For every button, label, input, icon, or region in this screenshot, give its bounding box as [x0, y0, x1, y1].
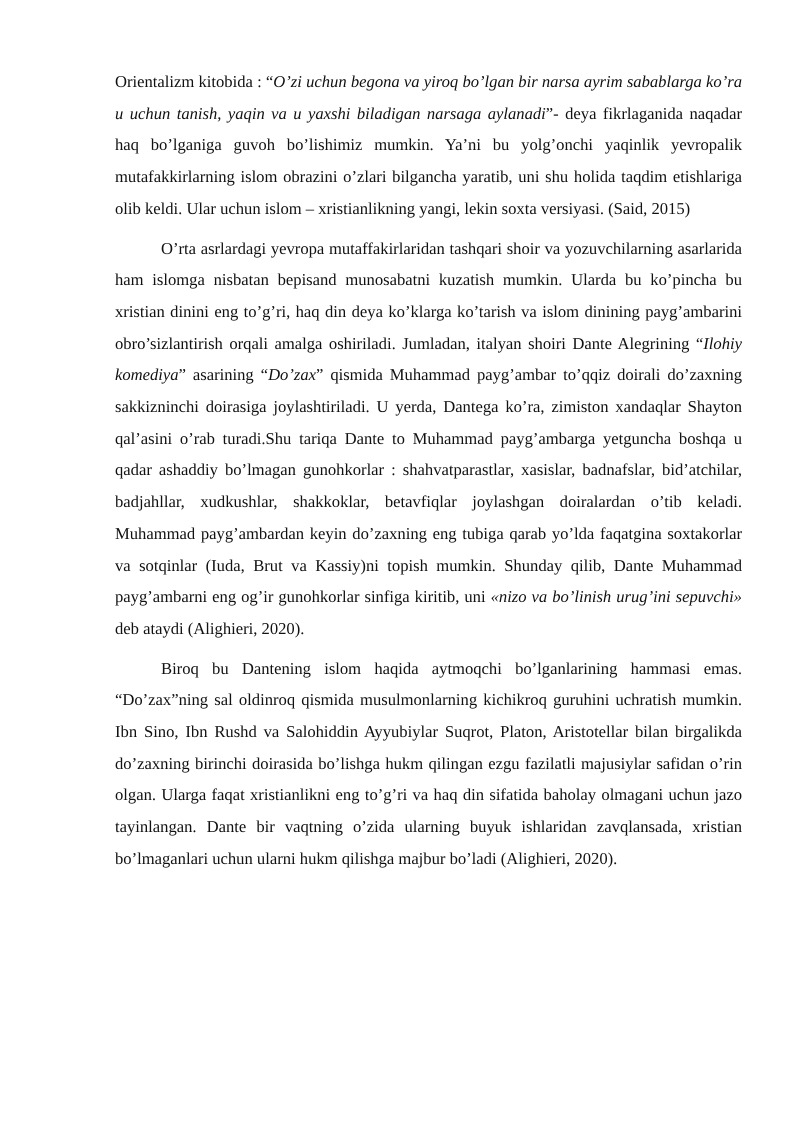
paragraph-1-text: Orientalizm kitobida : “: [115, 72, 274, 91]
document-page: [115, 66, 742, 883]
paragraph-1-text-cont: ”- deya fikrlaganida naqadar haq bo’lganiga guvoh bo’lishimiz mumkin. Ya’ni bu yolg’onchi yaqinlik yevropalik mutafakkirlarning islom obrazini o’zlari bilgancha yaratib, uni shu holida taqdim etishlariga olib keldi. Ular uchun islom – xristianlikning yangi, lekin soxta versiyasi. (Said, 2015): [115, 103, 742, 218]
paragraph-2-text-c: ” qismida Muhammad payg’ambar to’qqiz doirali do’zaxning sakkizninchi doirasiga joylashtiriladi. U yerda, Dantega ko’ra, zimiston xandaqlar Shayton qal’asini o’rab turadi.Shu tariqa Dante to Muhammad payg’ambarga yetguncha boshqa u qadar ashaddiy bo’lmagan gunohkorlar : shahvatparastlar, xasislar, badnafslar, bid’atchilar, badjahllar, xudkushlar, shakkoklar, betavfiqlar joylashgan doiralardan o’tib keladi. Muhammad payg’ambardan keyin do’zaxning eng tubiga qarab yo’lda faqatgina soxtakorlar va sotqinlar (Iuda, Brut va Kassiy)ni topish mumkin. Shunday qilib, Dante Muhammad payg’ambarni eng og’ir gunohkorlar sinfiga kiritib, uni: [115, 365, 743, 607]
paragraph-2-text: O’rta asrlardagi yevropa mutaffakirlaridan tashqari shoir va yozuvchilarning asarlarida ham islomga nisbatan bepisand munosabatni kuzatish mumkin. Ularda bu ko’pincha bu xristian dinini eng to’g’ri, haq din deya ko’klarga ko’tarish va islom dinining payg’ambarini obro’sizlantirish orqali amalga oshiriladi. Jumladan, italyan shoiri Dante Alegrining “: [115, 238, 742, 353]
paragraph-2-text-b: ” asarining “: [178, 365, 269, 385]
said-quote: O’zi uchun begona va yiroq bo’lgan bir narsa ayrim sabablarga ko’ra u uchun tanish, yaqin va u yaxshi biladigan narsaga aylanadi: [115, 72, 742, 123]
paragraph-dante-inferno: [115, 233, 742, 645]
paragraph-orientalizm: [115, 66, 742, 225]
paragraph-first-circle: [115, 653, 742, 875]
paragraph-2-text-d: deb ataydi (Alighieri, 2020).: [115, 618, 305, 638]
title-ilohiy-komediya: Ilohiy komediya: [115, 333, 742, 385]
paragraph-3-text: Biroq bu Dantening islom haqida aytmoqchi bo’lganlarining hammasi emas. “Do’zax”ning sal oldinroq qismida musulmonlarning kichikroq guruhini uchratish mumkin. Ibn Sino, Ibn Rushd va Salohiddin Ayyubiylar Suqrot, Platon, Aristotellar bilan birgalikda do’zaxning birinchi doirasida bo’lishga hukm qilingan ezgu fazilatli majusiylar safidan o’rin olgan. Ularga faqat xristianlikni eng to’g’ri va haq din sifatida baholay olmagani uchun jazo tayinlangan. Dante bir vaqtning o’zida ularning buyuk ishlaridan zavqlansada, xristian bo’lmaganlari uchun ularni hukm qilishga majbur bo’ladi (Alighieri, 2020).: [115, 658, 742, 868]
title-dozax: Do’zax: [268, 365, 316, 385]
dante-quote: «nizo va bo’linish urug’ini sepuvchi»: [490, 587, 742, 607]
